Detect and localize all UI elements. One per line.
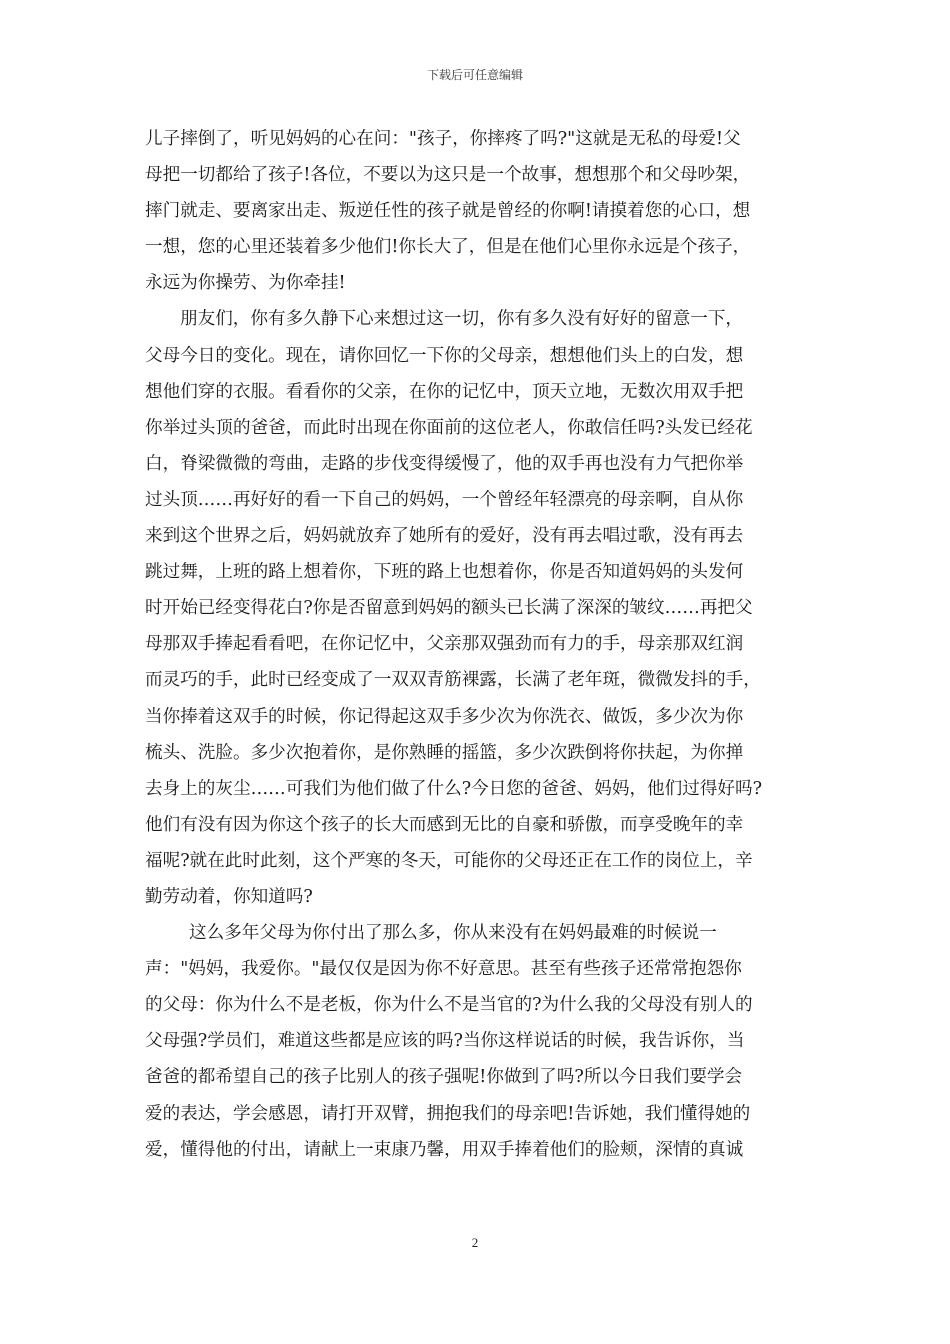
text-line: 去身上的灰尘……可我们为他们做了什么?今日您的爸爸、妈妈，他们过得好吗? <box>145 778 763 799</box>
text-line: 而灵巧的手，此时已经变成了一双双青筋裸露，长满了老年斑，微微发抖的手， <box>145 670 761 691</box>
text-line: 声："妈妈，我爱你。"最仅仅是因为你不好意思。甚至有些孩子还常常抱怨你 <box>145 959 742 980</box>
text-line: 想他们穿的衣服。看看你的父亲，在你的记忆中，顶天立地，无数次用双手把 <box>145 381 744 402</box>
text-line: 母把一切都给了孩子!各位，不要以为这只是一个故事，想想那个和父母吵架， <box>145 165 751 186</box>
text-line: 当你捧着这双手的时候，你记得起这双手多少次为你洗衣、做饭，多少次为你 <box>145 706 744 727</box>
text-line: 母那双手捧起看看吧，在你记忆中，父亲那双强劲而有力的手，母亲那双红润 <box>145 634 744 655</box>
text-line: 永远为你操劳、为你牵挂! <box>145 273 346 294</box>
text-line: 这么多年父母为你付出了那么多，你从来没有在妈妈最难的时候说一 <box>189 923 717 944</box>
text-line: 爱的表达，学会感恩，请打开双臂，拥抱我们的母亲吧!告诉她，我们懂得她的 <box>145 1103 751 1124</box>
text-line: 时开始已经变得花白?你是否留意到妈妈的额头已长满了深深的皱纹……再把父 <box>145 598 753 619</box>
document-body <box>145 121 810 1168</box>
text-line: 白，脊梁微微的弯曲，走路的步伐变得缓慢了，他的双手再也没有力气把你举 <box>145 453 744 474</box>
text-line: 儿子摔倒了，听见妈妈的心在问："孩子，你摔疼了吗?"这就是无私的母爱!父 <box>145 129 741 149</box>
text-line: 跳过舞，上班的路上想着你，下班的路上也想着你，你是否知道妈妈的头发何 <box>145 562 744 583</box>
page-number: 2 <box>471 1235 479 1250</box>
text-line: 父母今日的变化。现在，请你回忆一下你的父母亲，想想他们头上的白发，想 <box>145 345 744 366</box>
text-line: 来到这个世界之后，妈妈就放弃了她所有的爱好，没有再去唱过歌，没有再去 <box>145 526 744 547</box>
text-line: 一想，您的心里还装着多少他们!你长大了，但是在他们心里你永远是个孩子， <box>145 237 751 258</box>
text-line: 梳头、洗脸。多少次抱着你，是你熟睡的摇篮，多少次跌倒将你扶起，为你掸 <box>145 742 744 763</box>
text-line: 过头顶……再好好的看一下自己的妈妈，一个曾经年轻漂亮的母亲啊，自从你 <box>145 489 744 510</box>
text-line: 摔门就走、要离家出走、叛逆任性的孩子就是曾经的你啊!请摸着您的心口，想 <box>145 201 751 222</box>
text-line: 的父母：你为什么不是老板，你为什么不是当官的?为什么我的父母没有别人的 <box>145 995 753 1016</box>
text-line: 父母强?学员们，难道这些都是应该的吗?当你这样说话的时候，我告诉你，当 <box>145 1031 745 1052</box>
page-header: 下载后可任意编辑 <box>426 68 523 82</box>
text-line: 勤劳动着，你知道吗? <box>145 886 313 907</box>
text-line: 他们有没有因为你这个孩子的长大而感到无比的自豪和骄傲，而享受晚年的幸 <box>145 814 744 835</box>
text-line: 你举过头顶的爸爸，而此时出现在你面前的这位老人，你敢信任吗?头发已经花 <box>145 417 753 438</box>
text-line: 朋友们，你有多久静下心来想过这一切，你有多久没有好好的留意一下， <box>180 309 744 330</box>
text-line: 爸爸的都希望自己的孩子比别人的孩子强呢!你做到了吗?所以今日我们要学会 <box>145 1067 743 1088</box>
text-line: 福呢?就在此时此刻，这个严寒的冬天，可能你的父母还正在工作的岗位上，辛 <box>145 850 753 871</box>
text-line: 爱，懂得他的付出，请献上一束康乃馨，用双手捧着他们的脸颊，深情的真诚 <box>145 1139 744 1160</box>
